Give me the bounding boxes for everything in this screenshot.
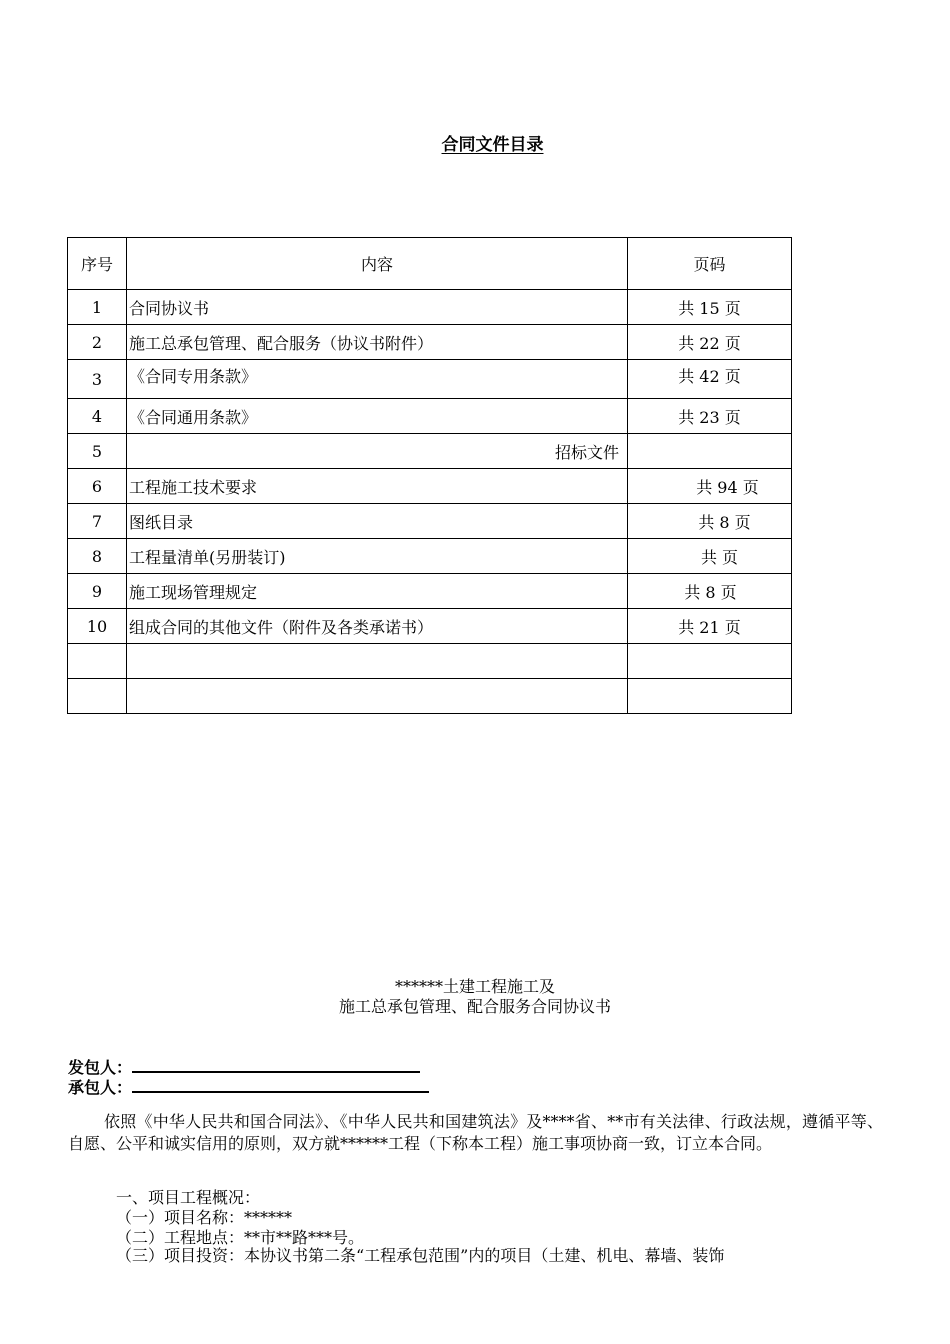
toc-table — [67, 237, 792, 714]
row-number: 1 — [68, 290, 127, 325]
row-pages: 共 42 页 — [628, 360, 792, 399]
row-pages: 共 94 页 — [628, 469, 792, 504]
row-pages: 共 23 页 — [628, 399, 792, 434]
table-row — [68, 325, 792, 360]
row-pages: 共 15 页 — [628, 290, 792, 325]
table-row — [68, 574, 792, 609]
row-number — [68, 644, 127, 679]
table-row — [68, 360, 792, 399]
row-number: 2 — [68, 325, 127, 360]
project-investment-item: （三）项目投资：本协议书第二条“工程承包范围”内的项目（土建、机电、幕墙、装饰 — [116, 1246, 725, 1265]
header-pages: 页码 — [628, 238, 792, 290]
project-name-item: （一）项目名称：****** — [116, 1208, 293, 1227]
row-pages: 共 22 页 — [628, 325, 792, 360]
row-number: 8 — [68, 539, 127, 574]
row-number: 3 — [68, 360, 127, 399]
intro-paragraph: 依照《中华人民共和国合同法》、《中华人民共和国建筑法》及****省、**市有关法律、行政法规，遵循平等、自愿、公平和诚实信用的原则，双方就******工程（下称本工程）施工事项协商一致，订立本合同。 — [68, 1112, 883, 1153]
contractor-label: 承包人： — [68, 1078, 133, 1097]
table-row — [68, 434, 792, 469]
row-pages — [628, 644, 792, 679]
row-content: 施工总承包管理、配合服务（协议书附件） — [127, 325, 628, 360]
row-content: 合同协议书 — [127, 290, 628, 325]
row-content — [127, 644, 628, 679]
row-number: 6 — [68, 469, 127, 504]
row-number — [68, 679, 127, 714]
row-content: 组成合同的其他文件（附件及各类承诺书） — [127, 609, 628, 644]
employer-blank-line — [132, 1057, 420, 1073]
row-content: 图纸目录 — [127, 504, 628, 539]
table-row — [68, 290, 792, 325]
row-content: 工程施工技术要求 — [127, 469, 628, 504]
header-number: 序号 — [68, 238, 127, 290]
employer-label: 发包人： — [68, 1058, 133, 1077]
row-pages: 共 8 页 — [628, 574, 792, 609]
row-content: 招标文件 — [127, 434, 628, 469]
table-row — [68, 609, 792, 644]
row-content — [127, 679, 628, 714]
row-content: 施工现场管理规定 — [127, 574, 628, 609]
contractor-field — [68, 1075, 429, 1098]
project-location-item: （二）工程地点：**市**路***号。 — [116, 1228, 365, 1247]
row-content: 《合同通用条款》 — [127, 399, 628, 434]
row-content: 工程量清单(另册装订) — [127, 539, 628, 574]
table-row — [68, 504, 792, 539]
row-number: 7 — [68, 504, 127, 539]
contract-title-line1: ******土建工程施工及 — [394, 977, 555, 996]
row-pages — [628, 679, 792, 714]
header-content: 内容 — [127, 238, 628, 290]
row-number: 10 — [68, 609, 127, 644]
contractor-blank-line — [132, 1077, 429, 1093]
toc-title: 合同文件目录 — [441, 135, 544, 155]
section-heading: 一、项目工程概况： — [116, 1188, 261, 1207]
row-content: 《合同专用条款》 — [127, 360, 628, 399]
row-pages — [628, 434, 792, 469]
table-row — [68, 644, 792, 679]
contract-title-line2: 施工总承包管理、配合服务合同协议书 — [338, 997, 611, 1016]
table-row — [68, 539, 792, 574]
contract-title — [0, 977, 950, 1017]
row-pages: 共 页 — [628, 539, 792, 574]
row-number: 9 — [68, 574, 127, 609]
row-pages: 共 8 页 — [628, 504, 792, 539]
row-number: 4 — [68, 399, 127, 434]
table-row — [68, 679, 792, 714]
table-row — [68, 399, 792, 434]
row-number: 5 — [68, 434, 127, 469]
row-pages: 共 21 页 — [628, 609, 792, 644]
table-row — [68, 469, 792, 504]
toc-header-row — [68, 238, 792, 290]
